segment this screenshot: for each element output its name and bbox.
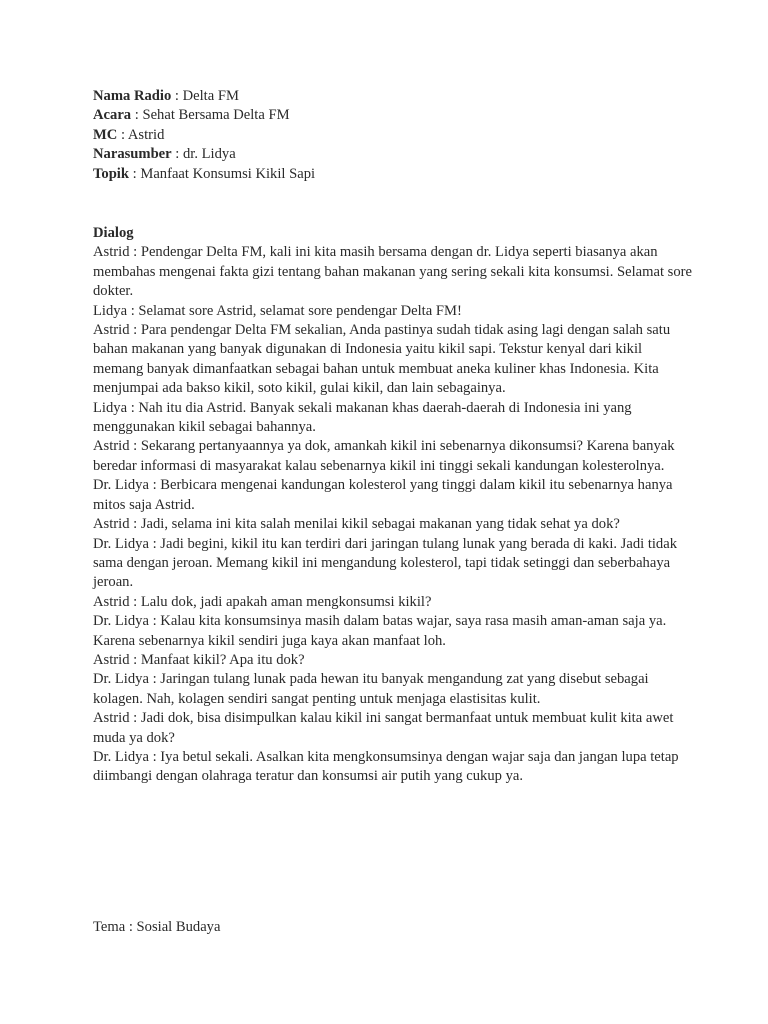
info-value: Astrid <box>127 126 165 143</box>
dialog-line: Dr. Lidya : Jaringan tulang lunak pada hewan itu banyak mengandung zat yang disebut sebagai kolagen. Nah, kolagen sendiri sangat penting untuk menjaga elastisitas kulit. <box>93 671 649 707</box>
info-guest <box>93 145 693 164</box>
info-radio-name <box>93 87 693 106</box>
info-topic <box>93 165 693 184</box>
dialog-line: Lidya : Nah itu dia Astrid. Banyak sekali makanan khas daerah-daerah di Indonesia ini yang menggunakan kikil sebagai bahannya. <box>93 399 632 436</box>
dialog-line: Astrid : Jadi, selama ini kita salah menilai kikil sebagai makanan yang tidak sehat ya dok? <box>93 516 620 533</box>
info-separator: : <box>117 126 128 143</box>
info-separator: : <box>171 88 183 104</box>
theme-line: Tema : Sosial Budaya <box>93 919 221 935</box>
dialog-heading: Dialog <box>93 225 134 241</box>
info-key: MC <box>93 126 118 143</box>
dialog-line: Astrid : Jadi dok, bisa disimpulkan kalau kikil ini sangat bermanfaat untuk membuat kulit kita awet muda ya dok? <box>93 710 674 746</box>
program-info <box>93 87 693 184</box>
info-value: Delta FM <box>182 88 239 104</box>
info-separator: : <box>128 165 141 182</box>
info-value: Manfaat Konsumsi Kikil Sapi <box>140 165 316 182</box>
info-key: Acara <box>93 107 132 124</box>
dialog-line: Astrid : Para pendengar Delta FM sekalian, Anda pastinya sudah tidak asing lagi dengan salah satu bahan makanan yang banyak digunakan di Indonesia yaitu kikil sapi. Tekstur kenyal dari kikil memang banyak dimanfaatkan sebagai bahan untuk membuat aneka kuliner khas Indonesia. Kita menjumpai ada bakso kikil, soto kikil, gulai kikil, dan lain sebagainya. <box>93 322 671 397</box>
info-program <box>93 106 693 125</box>
dialog-line: Astrid : Manfaat kikil? Apa itu dok? <box>93 651 305 668</box>
dialog-line: Dr. Lidya : Kalau kita konsumsinya masih dalam batas wajar, saya rasa masih aman-aman saja ya. Karena sebenarnya kikil sendiri juga kaya akan manfaat loh. <box>93 613 667 649</box>
info-separator: : <box>171 146 183 163</box>
dialog-line: Astrid : Sekarang pertanyaannya ya dok, amankah kikil ini sebenarnya dikonsumsi? Karena banyak beredar informasi di masyarakat kalau sebenarnya kikil ini tinggi sekali kandungan kolesterolnya. <box>93 438 675 474</box>
info-value: dr. Lidya <box>183 146 236 163</box>
info-mc <box>93 126 693 145</box>
dialog-section <box>93 224 693 787</box>
info-key: Narasumber <box>93 146 172 163</box>
dialog-line: Lidya : Selamat sore Astrid, selamat sore pendengar Delta FM! <box>93 302 462 319</box>
info-key: Topik <box>93 165 129 182</box>
info-key: Nama Radio <box>93 88 172 104</box>
dialog-line: Dr. Lidya : Iya betul sekali. Asalkan kita mengkonsumsinya dengan wajar saja dan jangan lupa tetap diimbangi dengan olahraga teratur dan konsumsi air putih yang cukup ya. <box>93 748 679 785</box>
dialog-line: Dr. Lidya : Berbicara mengenai kandungan kolesterol yang tinggi dalam kikil itu sebenarnya hanya mitos saja Astrid. <box>93 477 673 513</box>
dialog-line: Astrid : Pendengar Delta FM, kali ini kita masih bersama dengan dr. Lidya seperti biasanya akan membahas mengenai fakta gizi tentang bahan makanan yang sering sekali kita konsumsi. Selamat sore dokter. <box>93 244 692 300</box>
dialog-line: Astrid : Lalu dok, jadi apakah aman mengkonsumsi kikil? <box>93 593 432 610</box>
dialog-line: Dr. Lidya : Jadi begini, kikil itu kan terdiri dari jaringan tulang lunak yang berada di kaki. Jadi tidak sama dengan jeroan. Memang kikil ini mengandung kolesterol, tapi tidak setinggi dan seberbahaya jeroan. <box>93 535 678 591</box>
info-separator: : <box>131 107 143 124</box>
info-value: Sehat Bersama Delta FM <box>142 107 290 124</box>
